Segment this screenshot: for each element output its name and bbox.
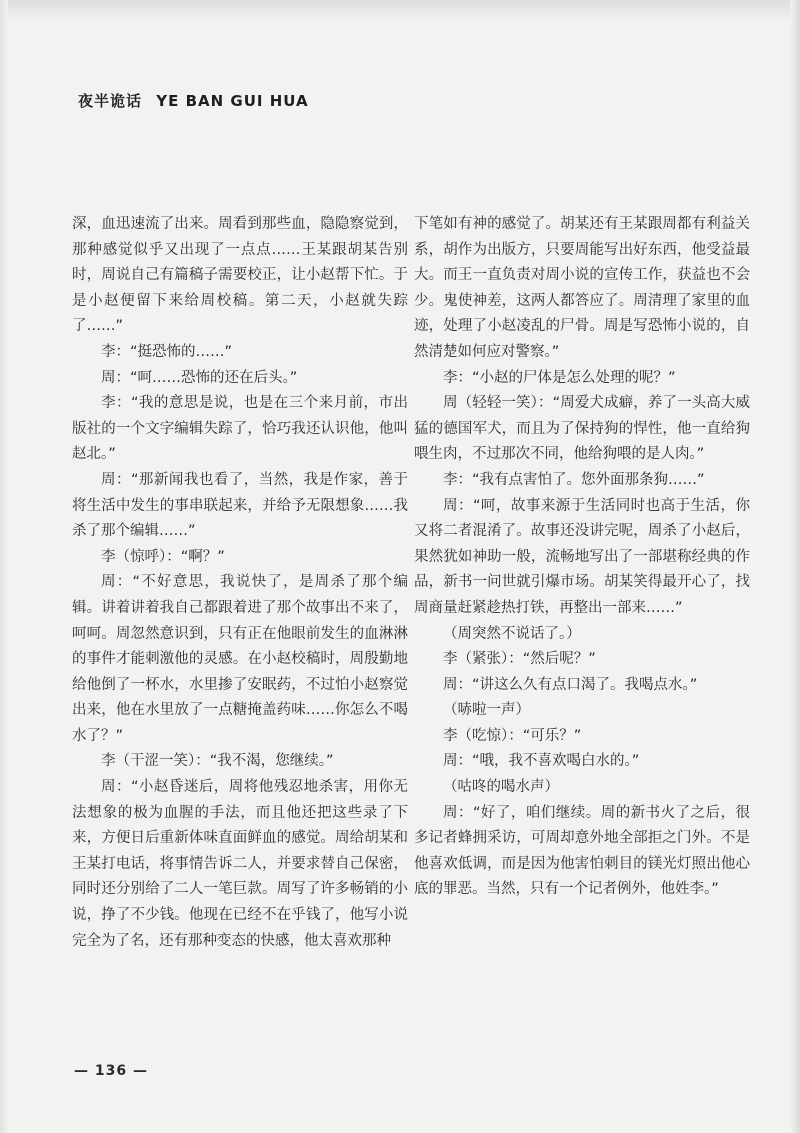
right-column — [414, 212, 750, 903]
paragraph: 李（干涩一笑）：“我不渴，您继续。” — [101, 753, 334, 770]
paragraph: 周：“小赵昏迷后，周将他残忍地杀害，用你无法想象的极为血腥的手法，而且他还把这些录了下来，方便日后重新体味直面鲜血的感觉。周给胡某和王某打电话，将事情告诉二人，并要求替自己保密，同时还分别给了二人一笔巨款。周写了许多畅销的小说，挣了不少钱。他现在已经不在乎钱了，他写小说完全为了名，还有那种变态的快感，他太喜欢那种 — [72, 779, 408, 949]
paragraph: 周：“呵，故事来源于生活同时也高于生活，你又将二者混淆了。故事还没讲完呢，周杀了小赵后，果然犹如神助一般，流畅地写出了一部堪称经典的作品，新书一问世就引爆市场。胡某笑得最开心了，找周商量赶紧趁热打铁，再整出一部来……” — [414, 497, 750, 616]
paragraph: （哧啦一声） — [443, 702, 530, 719]
paragraph: 李：“我有点害怕了。您外面那条狗……” — [443, 471, 705, 488]
paragraph: 李（惊呼）：“啊？” — [101, 548, 225, 565]
paragraph: （周突然不说话了。） — [443, 625, 581, 642]
page-shadow-left — [0, 0, 8, 1133]
paragraph: 周：“好了，咱们继续。周的新书火了之后，很多记者蜂拥采访，可周却意外地全部拒之门外。不是他喜欢低调，而是因为他害怕刺目的镁光灯照出他心底的罪恶。当然，只有一个记者例外，他姓李。” — [414, 804, 750, 898]
page-shadow-top — [0, 0, 800, 22]
paragraph: 周：“讲这么久有点口渴了。我喝点水。” — [443, 676, 698, 693]
paragraph: 李：“挺恐怖的……” — [101, 343, 233, 360]
left-column — [72, 212, 408, 954]
paragraph: 周：“不好意思，我说快了，是周杀了那个编辑。讲着讲着我自己都跟着进了那个故事出不来了，呵呵。周忽然意识到，只有正在他眼前发生的血淋淋的事件才能刺激他的灵感。在小赵校稿时，周殷勤地给他倒了一杯水，水里掺了安眠药，不过怕小赵察觉出来，他在水里放了一点糖掩盖药味……你怎么不喝水了？” — [72, 574, 408, 744]
header-title-pinyin: YE BAN GUI HUA — [156, 92, 309, 110]
page-shadow-right — [790, 0, 800, 1133]
running-header — [78, 90, 309, 111]
paragraph: 下笔如有神的感觉了。胡某还有王某跟周都有利益关系，胡作为出版方，只要周能写出好东西，他受益最大。而王一直负责对周小说的宣传工作，获益也不会少。鬼使神差，这两人都答应了。周清理了家里的血迹，处理了小赵凌乱的尸骨。周是写恐怖小说的，自然清楚如何应对警察。” — [414, 216, 750, 360]
page-number: — 136 — — [74, 1063, 148, 1079]
paragraph: 深，血迅速流了出来。周看到那些血，隐隐察觉到，那种感觉似乎又出现了一点点……王某跟胡某告别时，周说自己有篇稿子需要校正，让小赵帮下忙。于是小赵便留下来给周校稿。第二天，小赵就失踪了……” — [72, 216, 408, 335]
paragraph: 周：“呵……恐怖的还在后头。” — [101, 369, 298, 386]
paragraph: （咕咚的喝水声） — [443, 779, 559, 796]
paragraph: 李：“我的意思是说，也是在三个来月前，市出版社的一个文字编辑失踪了，恰巧我还认识他，他叫赵北。” — [72, 395, 408, 463]
paragraph: 周：“哦，我不喜欢喝白水的。” — [443, 753, 640, 770]
paragraph: 周：“那新闻我也看了，当然，我是作家，善于将生活中发生的事串联起来，并给予无限想象……我杀了那个编辑……” — [72, 471, 408, 540]
paragraph: 李：“小赵的尸体是怎么处理的呢？” — [443, 369, 676, 386]
paragraph: 周（轻轻一笑）：“周爱犬成癖，养了一头高大威猛的德国军犬，而且为了保持狗的悍性，他一直给狗喂生肉，不过那次不同，他给狗喂的是人肉。” — [414, 395, 750, 463]
paragraph: 李（吃惊）：“可乐？” — [443, 727, 582, 744]
paragraph: 李（紧张）：“然后呢？” — [443, 651, 596, 668]
header-title-cn: 夜半诡话 — [78, 92, 143, 110]
